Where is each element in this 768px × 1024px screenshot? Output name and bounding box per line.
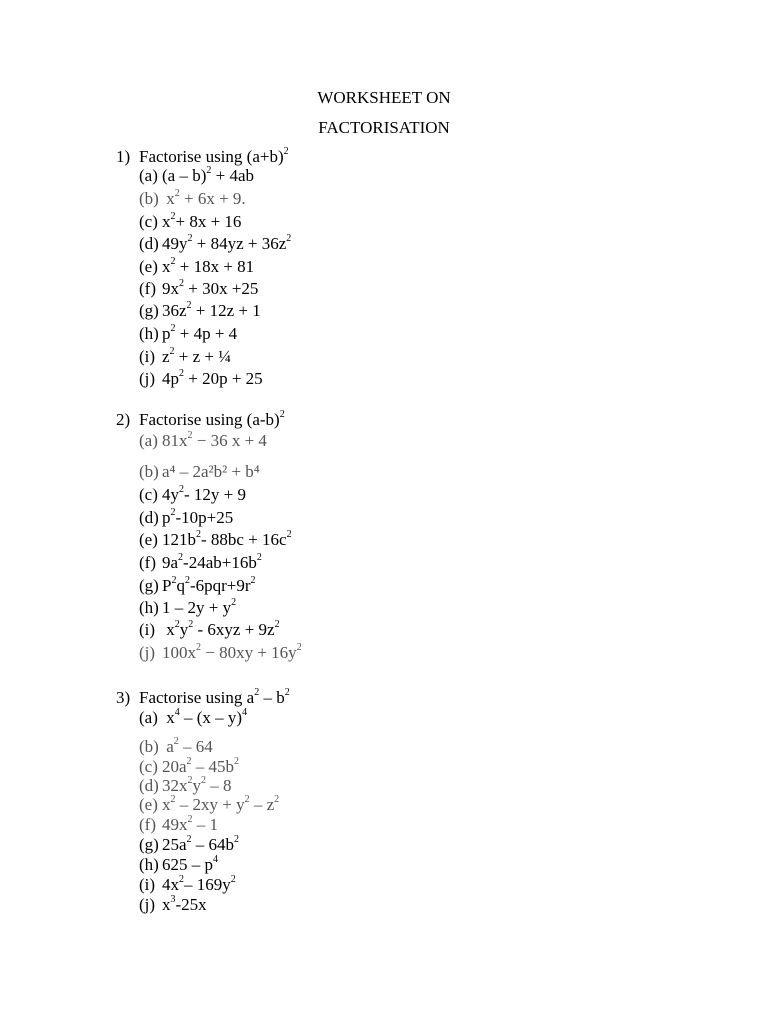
exercise-item xyxy=(139,815,218,835)
item-expression: $49y^2 + 84yz + 36z^2$ xyxy=(162,233,292,253)
exercise-item xyxy=(139,530,292,550)
item-label: (a) xyxy=(139,166,158,185)
exercise-item xyxy=(139,598,236,618)
item-label: (i) xyxy=(139,875,156,894)
item-label: (c) xyxy=(139,485,158,504)
exercise-item xyxy=(139,875,236,895)
item-expression: $9a^2-24ab+16b^2$ xyxy=(162,552,262,572)
item-label: (h) xyxy=(139,324,159,343)
item-label: (c) xyxy=(139,757,158,776)
item-expression: $4x^2-$ $169y^2$ xyxy=(162,874,236,894)
section-heading xyxy=(116,410,285,430)
item-expression: $p^2-10p+25$ xyxy=(162,507,234,527)
exercise-item xyxy=(139,757,239,777)
section-number: 2) xyxy=(116,410,131,429)
exercise-item xyxy=(139,737,213,757)
exercise-item xyxy=(139,347,231,367)
item-expression: $100x^2 - 80xy + 16y^2$ xyxy=(162,642,302,662)
exercise-item xyxy=(139,508,233,528)
exercise-item xyxy=(139,776,232,796)
item-label: (d) xyxy=(139,234,159,253)
exercise-item xyxy=(139,324,237,344)
item-label: (a) xyxy=(139,431,158,450)
item-label: (j) xyxy=(139,895,156,914)
item-label: (f) xyxy=(139,279,156,298)
item-label: (e) xyxy=(139,795,158,814)
exercise-item xyxy=(139,795,279,815)
item-expression: $49x^2 - 1$ xyxy=(162,814,218,834)
item-label: (e) xyxy=(139,257,158,276)
item-label: (g) xyxy=(139,835,159,854)
exercise-item xyxy=(139,895,207,915)
item-expression: $20a^2 - 45b^2$ xyxy=(162,756,240,776)
exercise-item xyxy=(139,485,246,505)
item-label: (c) xyxy=(139,212,158,231)
item-label: (b) xyxy=(139,737,159,756)
exercise-item xyxy=(139,369,263,389)
item-expression: $p^2 + 4p + 4$ xyxy=(162,323,238,343)
item-label: (i) xyxy=(139,347,156,366)
exercise-item xyxy=(139,212,241,232)
item-expression: $x^2 + 6x + 9$. xyxy=(162,188,246,208)
item-label: (d) xyxy=(139,508,159,527)
item-expression: a⁴ – 2a²b² + b⁴ xyxy=(162,462,260,481)
item-expression: $121b^2-$ $88bc + 16c^2$ xyxy=(162,529,292,549)
exercise-item xyxy=(139,643,302,663)
section-heading-text: Factorise using $(a+b)^2$ xyxy=(139,146,289,166)
exercise-item xyxy=(139,431,267,451)
item-label: (h) xyxy=(139,855,159,874)
exercise-item xyxy=(139,462,260,482)
item-label: (a) xyxy=(139,708,158,727)
exercise-item xyxy=(139,835,239,855)
exercise-item xyxy=(139,620,280,640)
section-heading xyxy=(116,688,290,708)
section-heading-text: Factorise using $(a-b)^2$ xyxy=(139,409,285,429)
section-number: 3) xyxy=(116,688,131,707)
item-expression: $4p^2 + 20p + 25$ xyxy=(162,368,263,388)
exercise-item xyxy=(139,279,258,299)
exercise-item xyxy=(139,553,262,573)
item-expression: $81x^2 - 36$ x + 4 xyxy=(162,430,267,450)
item-expression: $x^2 + 18x + 81$ xyxy=(162,256,255,276)
item-expression: $a^2 - 64$ xyxy=(162,736,213,756)
item-label: (b) xyxy=(139,462,159,481)
item-label: (f) xyxy=(139,815,156,834)
item-expression: $x^2y^2 - 6xyz + 9z^2$ xyxy=(162,619,280,639)
item-expression: $x^3-25x$ xyxy=(162,894,207,914)
item-label: (d) xyxy=(139,776,159,795)
exercise-item xyxy=(139,301,261,321)
exercise-item xyxy=(139,189,246,209)
exercise-item xyxy=(139,257,254,277)
exercise-item xyxy=(139,234,291,254)
item-label: (e) xyxy=(139,530,158,549)
section-heading xyxy=(116,147,289,167)
item-expression: $36z^2 + 12z + 1$ xyxy=(162,300,261,320)
item-expression: $625 - p^4$ xyxy=(162,854,218,874)
exercise-item xyxy=(139,166,254,186)
item-expression: $1 - 2y + y^2$ xyxy=(162,597,237,617)
item-expression: $x^4 - (x - y)^4$ xyxy=(162,707,248,727)
item-expression: $z^2 + z$ + ¼ xyxy=(162,346,232,366)
item-label: (i) xyxy=(139,620,156,639)
item-label: (b) xyxy=(139,189,159,208)
exercise-item xyxy=(139,855,218,875)
item-label: (f) xyxy=(139,553,156,572)
exercise-item xyxy=(139,708,247,728)
exercise-item xyxy=(139,576,256,596)
item-expression: $25a^2 - 64b^2$ xyxy=(162,834,240,854)
item-label: (g) xyxy=(139,576,159,595)
item-label: (j) xyxy=(139,643,156,662)
item-expression: $4y^2-$ 12y + 9 xyxy=(162,484,246,504)
item-expression: $x^2 - 2xy + y^2 - z^2$ xyxy=(162,794,280,814)
item-expression: (a – b)$^2$ + 4ab xyxy=(162,165,255,185)
item-label: (j) xyxy=(139,369,156,388)
item-expression: $P^2q^2-6pqr+9r^2$ xyxy=(162,575,256,595)
worksheet-title-line1: WORKSHEET ON xyxy=(317,88,451,107)
item-expression: $x^2+ 8x + 16$ xyxy=(162,211,242,231)
item-label: (h) xyxy=(139,598,159,617)
item-expression: $32x^2y^2 - 8$ xyxy=(162,775,232,795)
section-number: 1) xyxy=(116,147,131,166)
item-label: (g) xyxy=(139,301,159,320)
item-expression: $9x^2 + 30x +25$ xyxy=(162,278,259,298)
worksheet-title-line2: FACTORISATION xyxy=(318,118,450,137)
section-heading-text: Factorise using $a^2 - b^2$ xyxy=(139,687,290,707)
